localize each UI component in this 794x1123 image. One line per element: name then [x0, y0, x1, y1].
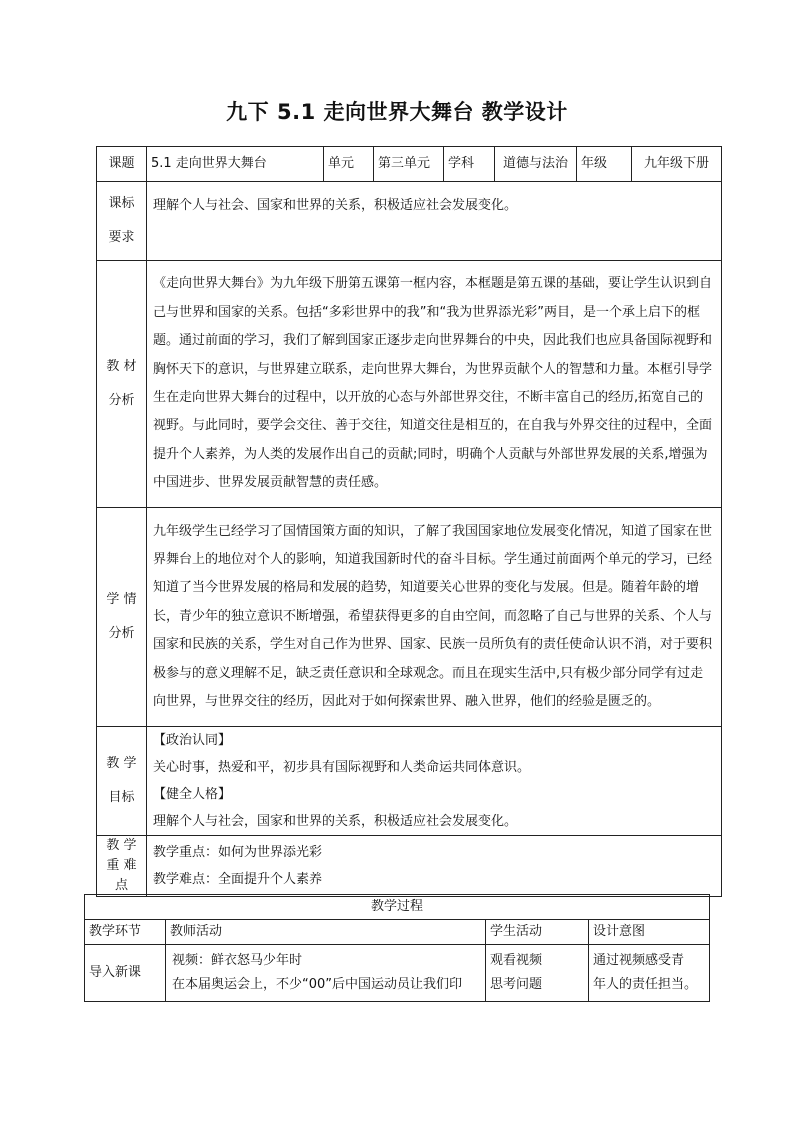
- standard-row: [97, 182, 722, 261]
- lesson-info-table: [96, 146, 722, 897]
- grade-label: 年级: [577, 147, 632, 182]
- learner-text: 九年级学生已经学习了国情国策方面的知识，了解了我国国家地位发展变化情况，知道了国家在世界舞台上的地位对个人的影响，知道我国新时代的奋斗目标。学生通过前面两个单元的学习，已经知道了当今世界发展的格局和发展的趋势，知道要关心世界的变化与发展。但是。随着年龄的增长，青少年的独立意识不断增强，希望获得更多的自由空间，而忽略了自己与世界的关系、个人与国家和民族的关系，学生对自己作为世界、国家、民族一员所负有的责任使命认识不消，对于要积极参与的意义理解不足，缺乏责任意识和全球观念。而且在现实生活中,只有极少部分同学有过走向世界，与世界交往的经历，因此对于如何探索世界、融入世界，他们的经验是匮乏的。: [147, 508, 722, 727]
- teacher-activity-1: 视频：鲜衣怒马少年时: [172, 953, 303, 968]
- material-label-1: 教 材: [106, 359, 137, 374]
- teaching-process-table: [84, 894, 710, 1002]
- lesson-label: 课题: [108, 156, 135, 171]
- design-intent-1: 通过视频感受青: [593, 953, 685, 968]
- student-activity-2: 思考问题: [490, 977, 543, 992]
- lesson-value: 5.1 走向世界大舞台: [147, 147, 324, 182]
- process-title-row: [85, 895, 710, 920]
- unit-value: 第三单元: [374, 147, 444, 182]
- goals-content: [147, 727, 722, 836]
- lesson-label-cell: [97, 147, 147, 182]
- material-label-cell: [97, 261, 147, 508]
- learner-label-2: 分析: [108, 626, 135, 641]
- document-title: 九下 5.1 走向世界大舞台 教学设计: [226, 100, 568, 124]
- goal-text-political: 关心时事，热爱和平，初步具有国际视野和人类命运共同体意识。: [153, 760, 531, 775]
- learner-label-cell: [97, 508, 147, 727]
- material-row: [97, 261, 722, 508]
- goal-heading-personality: 【健全人格】: [153, 787, 232, 802]
- grade-value: 九年级下册: [632, 147, 722, 182]
- teaching-focus: 教学重点：如何为世界添光彩: [153, 845, 323, 860]
- stage-cell: 导入新课: [85, 945, 166, 1002]
- subject-value: 道德与法治: [495, 147, 577, 182]
- key-points-label-2: 重 难: [106, 858, 137, 873]
- material-text: 《走向世界大舞台》为九年级下册第五课第一框内容，本框题是第五课的基础，要让学生认识到自己与世界和国家的关系。包括“多彩世界中的我”和“我为世界添光彩”两目，是一个承上启下的框题。通过前面的学习，我们了解到国家正逐步走向世界舞台的中央，因此我们也应具备国际视野和胸怀天下的意识，与世界建立联系，走向世界大舞台，为世界贡献个人的智慧和力量。本框引导学生在走向世界大舞台的过程中，以开放的心态与外部世界交往，不断丰富自己的经历,拓宽自己的视野。与此同时，要学会交往、善于交往，知道交往是相互的，在自我与外界交往的过程中，全面提升个人素养，为人类的发展作出自己的贡献;同时，明确个人贡献与外部世界发展的关系,增强为中国进步、世界发展贡献智慧的责任感。: [147, 261, 722, 508]
- goals-label-cell: [97, 727, 147, 836]
- col-intent: 设计意图: [589, 920, 710, 945]
- lesson-header-row: [97, 147, 722, 182]
- key-points-content: [147, 836, 722, 897]
- goals-label-2: 目标: [108, 790, 135, 805]
- teaching-difficulty: 教学难点：全面提升个人素养: [153, 872, 323, 887]
- process-row: [85, 945, 710, 1002]
- goals-row: [97, 727, 722, 836]
- material-label-2: 分析: [108, 393, 135, 408]
- learner-row: [97, 508, 722, 727]
- standard-label-2: 要求: [108, 230, 135, 245]
- teacher-activity-2: 在本届奥运会上，不少“00”后中国运动员让我们印: [172, 977, 463, 992]
- standard-label-1: 课标: [108, 196, 135, 211]
- col-teacher: 教师活动: [166, 920, 486, 945]
- student-activity-cell: [486, 945, 589, 1002]
- goal-text-personality: 理解个人与社会，国家和世界的关系，积极适应社会发展变化。: [153, 814, 518, 829]
- standard-label-cell: [97, 182, 147, 261]
- learner-label-1: 学 情: [106, 592, 137, 607]
- key-points-label-1: 教 学: [106, 838, 137, 853]
- col-student: 学生活动: [486, 920, 589, 945]
- design-intent-cell: [589, 945, 710, 1002]
- goals-label-1: 教 学: [106, 756, 137, 771]
- design-intent-2: 年人的责任担当。: [593, 977, 698, 992]
- student-activity-1: 观看视频: [490, 953, 543, 968]
- process-header-row: [85, 920, 710, 945]
- key-points-label-3: 点: [114, 878, 128, 893]
- process-title: 教学过程: [85, 895, 710, 920]
- unit-label: 单元: [324, 147, 374, 182]
- key-points-row: [97, 836, 722, 897]
- goal-heading-political: 【政治认同】: [153, 733, 232, 748]
- standard-text: 理解个人与社会、国家和世界的关系，积极适应社会发展变化。: [147, 182, 722, 261]
- col-stage: 教学环节: [85, 920, 166, 945]
- subject-label: 学科: [444, 147, 495, 182]
- key-points-label-cell: [97, 836, 147, 897]
- teacher-activity-cell: [166, 945, 486, 1002]
